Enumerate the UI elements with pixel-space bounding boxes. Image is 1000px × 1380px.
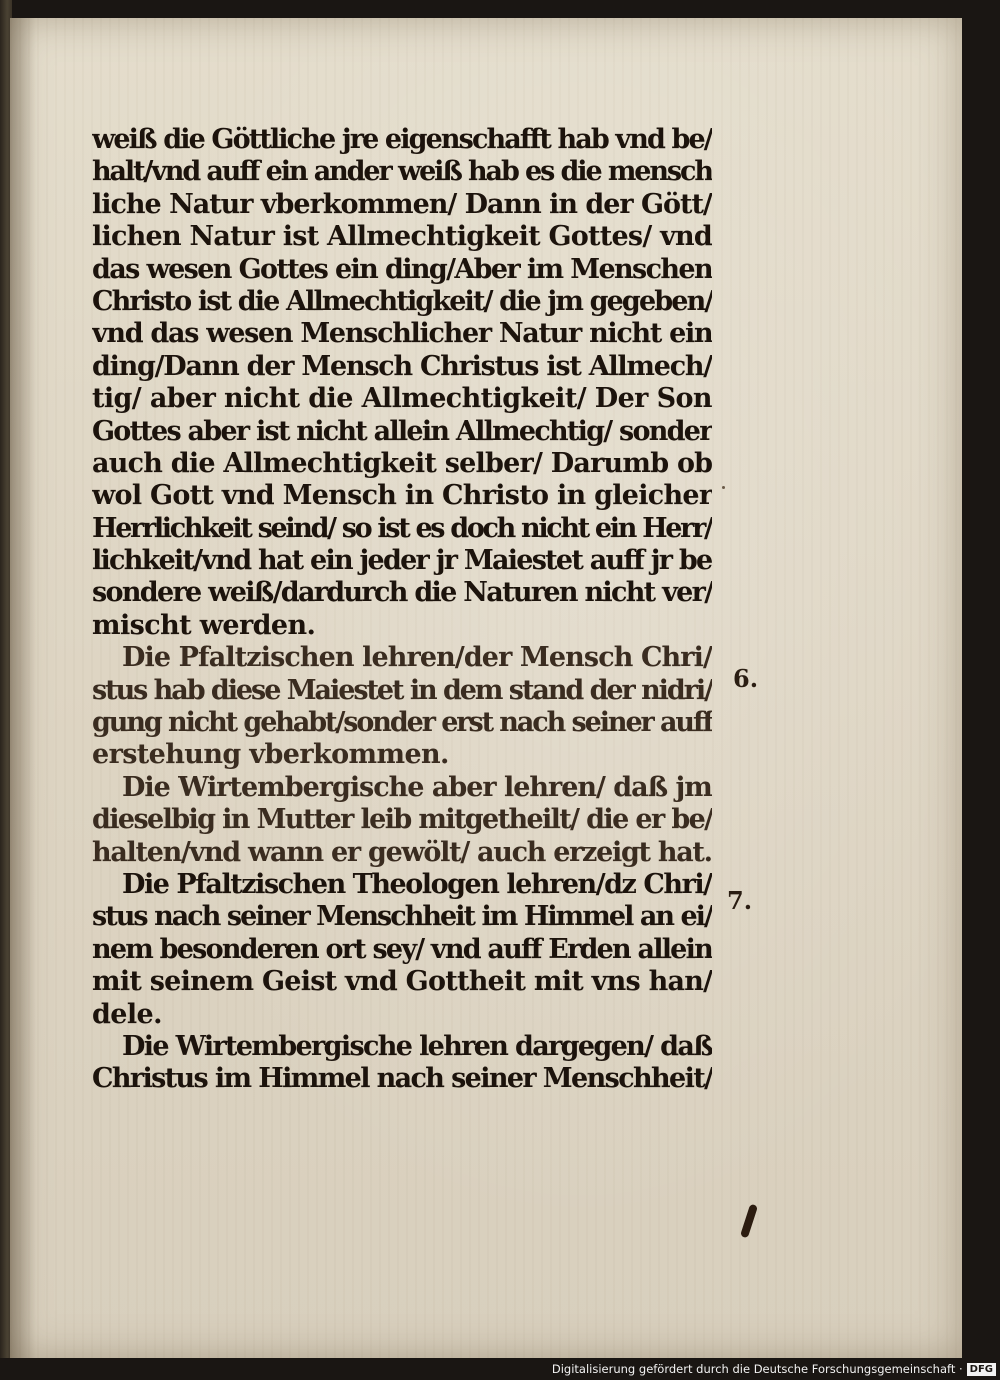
text-line: nem besonderen ort sey/ vnd auff Erden allein — [92, 933, 712, 965]
text-line: erstehung vberkommen. — [92, 739, 449, 771]
text-line: Die Wirtembergische aber lehren/ daß jm — [122, 771, 712, 803]
text-line: Christo ist die Allmechtigkeit/ die jm gegeben/ — [92, 285, 712, 317]
text-line: mit seinem Geist vnd Gottheit mit vns han/ — [92, 966, 712, 998]
text-line: dieselbig in Mutter leib mitgetheilt/ die er be/ — [92, 804, 712, 836]
text-line: Herrlichkeit seind/ so ist es doch nicht ein Herr/ — [92, 512, 712, 544]
footer-funding-text: Digitalisierung gefördert durch die Deutsche Forschungsgemeinschaft · — [551, 1362, 963, 1376]
text-line: mischt werden. — [92, 609, 316, 641]
text-line: lichkeit/vnd hat ein jeder jr Maiestet auff jr be — [92, 545, 712, 577]
text-line: dele. — [92, 998, 162, 1030]
text-line: Christus im Himmel nach seiner Menschheit/ — [92, 1063, 712, 1095]
text-line: auch die Allmechtigkeit selber/ Darumb ob — [92, 447, 712, 479]
text-line: stus nach seiner Menschheit im Himmel an ei/ — [92, 901, 712, 933]
text-line: Gottes aber ist nicht allein Allmechtig/ sonder — [92, 415, 712, 447]
text-line: wol Gott vnd Mensch in Christo in gleicher — [92, 480, 712, 512]
ink-dot — [722, 486, 725, 489]
text-line: halten/vnd wann er gewölt/ auch erzeigt hat. — [92, 836, 712, 868]
text-line: Die Wirtembergische lehren dargegen/ daß — [122, 1030, 712, 1062]
text-line: lichen Natur ist Allmechtigkeit Gottes/ vnd — [92, 221, 712, 253]
text-line: Die Pfaltzischen lehren/der Mensch Chri/ — [122, 642, 712, 674]
text-line: liche Natur vberkommen/ Dann in der Gött/ — [92, 188, 712, 220]
page-text-block — [92, 124, 712, 1096]
text-line: das wesen Gottes ein ding/Aber im Menschen — [92, 253, 712, 285]
text-line: vnd das wesen Menschlicher Natur nicht ein — [92, 318, 712, 350]
marginal-note-6: 6. — [733, 664, 759, 693]
dfg-footer — [552, 1360, 996, 1378]
text-line: weiß die Göttliche jre eigenschafft hab vnd be/ — [92, 124, 712, 155]
dfg-logo: DFG — [967, 1363, 996, 1376]
text-line: tig/ aber nicht die Allmechtigkeit/ Der Son — [92, 383, 712, 415]
text-line: ding/Dann der Mensch Christus ist Allmech/ — [92, 350, 712, 382]
text-line: Die Pfaltzischen Theologen lehren/dz Chri/ — [122, 868, 712, 900]
text-line: sondere weiß/dardurch die Naturen nicht ver/ — [92, 577, 712, 609]
text-line: halt/vnd auff ein ander weiß hab es die mensch — [92, 156, 712, 188]
ink-stroke-mark — [740, 1204, 758, 1239]
text-line: stus hab diese Maiestet in dem stand der nidri/ — [92, 674, 712, 706]
marginal-note-7: 7. — [727, 886, 753, 915]
text-line: gung nicht gehabt/sonder erst nach seiner auff — [92, 707, 712, 739]
scanned-page — [10, 18, 962, 1358]
